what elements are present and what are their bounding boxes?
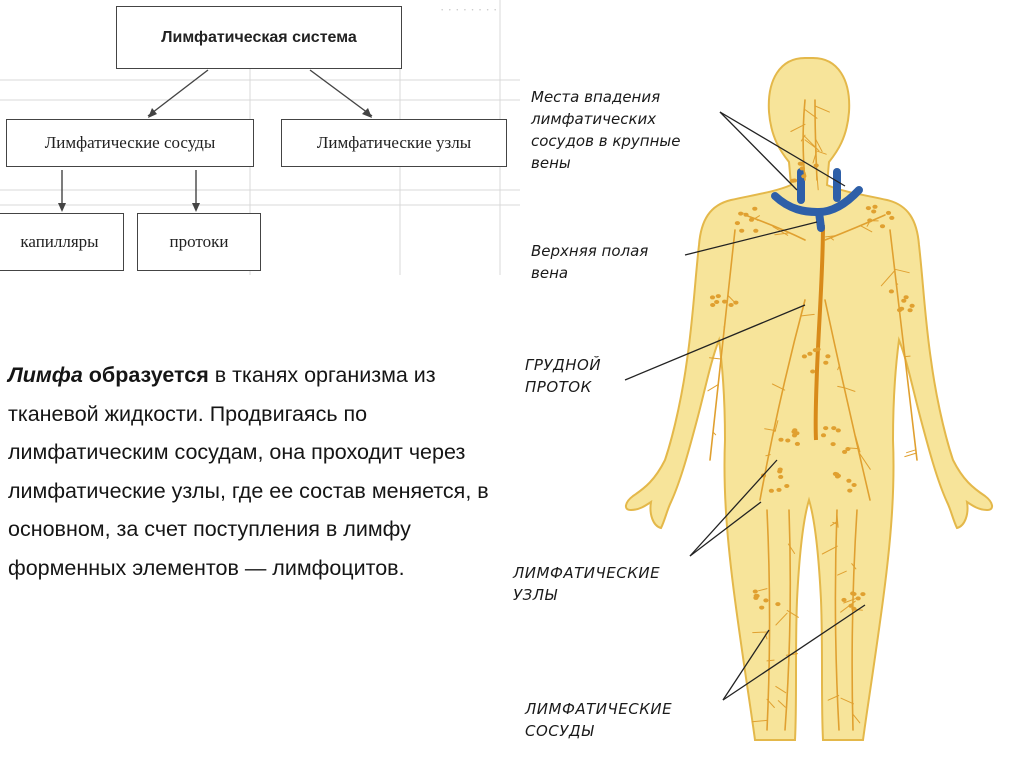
- lymph-description: [8, 356, 498, 588]
- lymph-node: [753, 590, 758, 594]
- term-lymph: Лимфа: [8, 363, 83, 387]
- lymph-node: [759, 606, 764, 610]
- lymph-node: [847, 489, 852, 493]
- lymph-node: [841, 598, 846, 602]
- lymph-node: [899, 307, 904, 311]
- lymph-node: [860, 592, 865, 596]
- lymph-vessel-branch: [905, 356, 910, 357]
- lymph-node: [866, 206, 871, 210]
- lymph-node: [850, 591, 855, 595]
- lymph-node: [777, 469, 782, 473]
- scheme-vessels-box: Лимфатические сосуды: [6, 119, 254, 167]
- ghost-text: · · · · · · · ·: [440, 2, 498, 17]
- lymph-node: [852, 483, 857, 487]
- lymph-node: [831, 426, 836, 430]
- lymph-node: [795, 442, 800, 446]
- scheme-root-box: Лимфатическая система: [116, 6, 402, 69]
- lymph-node: [801, 174, 806, 178]
- lymph-node: [856, 596, 861, 600]
- lymph-node: [908, 308, 913, 312]
- lymph-node: [836, 428, 841, 432]
- lymph-node: [889, 289, 894, 293]
- lymph-node: [784, 484, 789, 488]
- lymph-node: [823, 426, 828, 430]
- lymph-node: [810, 370, 815, 374]
- lymph-node: [785, 439, 790, 443]
- lymph-node: [752, 207, 757, 211]
- lymph-node: [792, 179, 797, 183]
- description-text: в тканях организма из тканевой жидкости. Продвигаясь по лимфатическим сосудам, она проходит через лимфатические узлы, где ее состав меняется, в основном, за счет поступления в лимфу форменных элементов — лимфоцитов.: [8, 363, 489, 580]
- lymph-node: [710, 303, 715, 307]
- lymph-node: [872, 205, 877, 209]
- lymph-node: [842, 450, 847, 454]
- lymph-node: [738, 212, 743, 216]
- lymph-node: [753, 229, 758, 233]
- lymph-node: [710, 295, 715, 299]
- lymph-node: [735, 221, 740, 225]
- lymph-node: [776, 488, 781, 492]
- term-forms: образуется: [88, 363, 209, 387]
- lymph-node: [846, 479, 851, 483]
- lymph-node: [716, 294, 721, 298]
- lymph-node: [799, 162, 804, 166]
- lymphatic-system-scheme: [0, 0, 520, 275]
- lymph-node: [802, 354, 807, 358]
- lymph-vessel-branch: [708, 385, 718, 391]
- lymph-vessel-branch: [753, 632, 767, 633]
- lymph-node: [714, 300, 719, 304]
- lymph-node: [904, 295, 909, 299]
- lymph-node: [816, 347, 821, 351]
- lymph-node: [835, 475, 840, 479]
- lymph-node: [800, 166, 805, 170]
- scheme-ducts-box: протоки: [137, 213, 261, 271]
- lymph-node: [749, 218, 754, 222]
- label-lymph-vessels: ЛИМФАТИЧЕСКИЕ СОСУДЫ: [525, 700, 673, 740]
- lymph-node: [769, 489, 774, 493]
- lymph-node: [825, 354, 830, 358]
- label-lymph-nodes: ЛИМФАТИЧЕСКИЕ УЗЛЫ: [513, 564, 661, 604]
- lymph-node: [886, 211, 891, 215]
- lymph-node: [792, 428, 797, 432]
- lymph-node: [778, 438, 783, 442]
- lymph-node: [821, 433, 826, 437]
- lymphatic-figure: [505, 40, 1024, 767]
- lymph-node: [851, 607, 856, 611]
- lymph-node: [722, 300, 727, 304]
- lymph-node: [753, 596, 758, 600]
- lymph-node: [880, 224, 885, 228]
- body-silhouette: [626, 58, 992, 740]
- lymph-node: [871, 210, 876, 214]
- lymph-node: [814, 164, 819, 168]
- lymph-node: [775, 602, 780, 606]
- label-junction: Места впадения лимфатических сосудов в крупные вены: [531, 88, 681, 172]
- lymph-node: [867, 218, 872, 222]
- scheme-capillaries-box: капилляры: [0, 213, 124, 271]
- label-thoracic-duct: ГРУДНОЙ ПРОТОК: [525, 356, 602, 396]
- lymph-vessel-branch: [907, 450, 916, 453]
- lymph-node: [901, 299, 906, 303]
- lymph-node: [910, 304, 915, 308]
- lymph-node: [729, 303, 734, 307]
- lymph-node: [733, 301, 738, 305]
- lymph-vessel-branch: [896, 284, 897, 285]
- lymph-vessel-branch: [905, 453, 916, 457]
- lymph-node: [807, 352, 812, 356]
- lymph-node: [743, 213, 748, 217]
- lymph-node: [889, 216, 894, 220]
- lymph-node: [763, 598, 768, 602]
- lymph-node: [778, 475, 783, 479]
- lymph-node: [823, 361, 828, 365]
- lymph-node: [739, 229, 744, 233]
- scheme-nodes-box: Лимфатические узлы: [281, 119, 507, 167]
- lymph-node: [831, 442, 836, 446]
- label-vena-cava: Верхняя полая вена: [531, 242, 649, 282]
